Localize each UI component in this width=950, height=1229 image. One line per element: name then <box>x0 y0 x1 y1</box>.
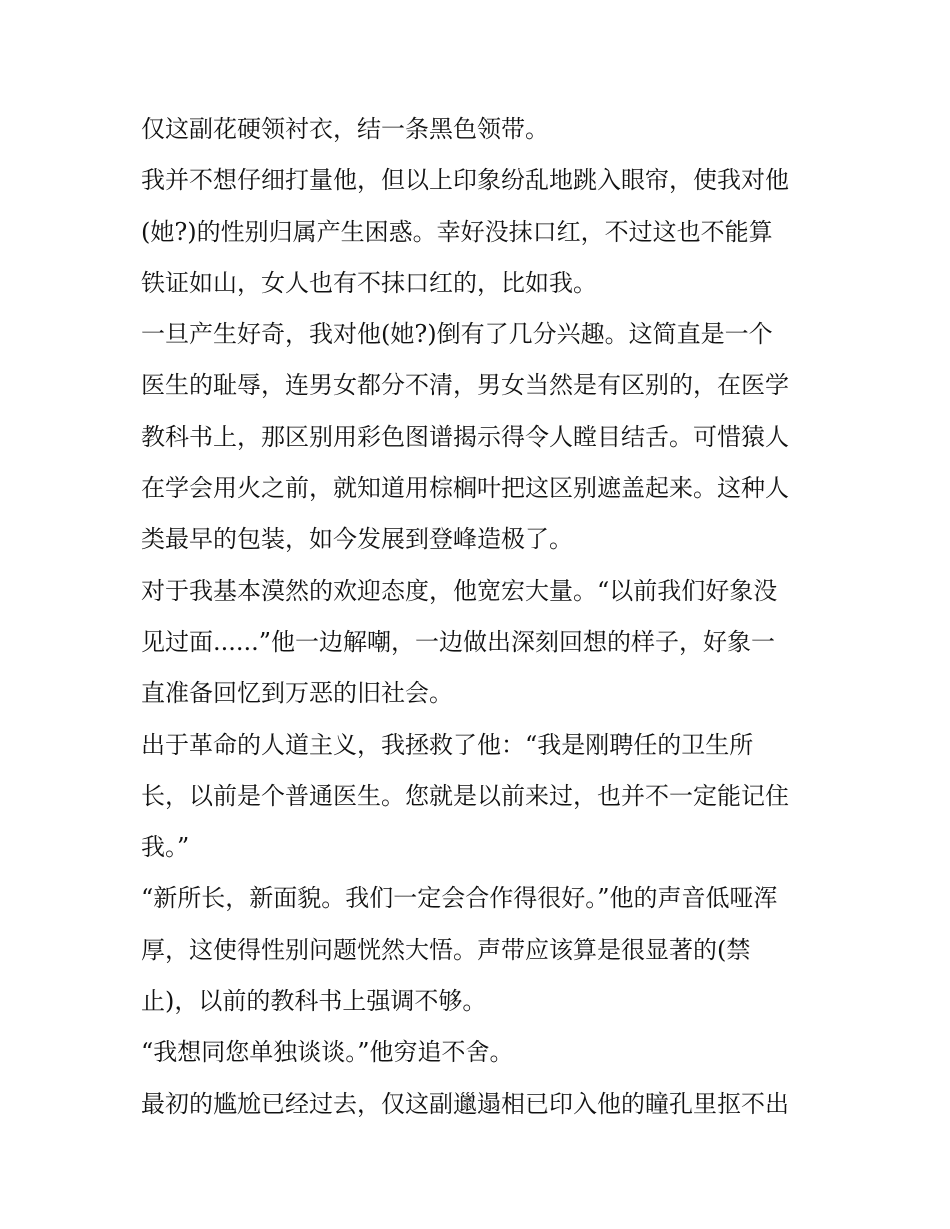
text-line: 长，以前是个普通医生。您就是以前来过，也并不一定能记住 <box>141 781 789 810</box>
text-line: 止)，以前的教科书上强调不够。 <box>141 987 487 1016</box>
text-line: 教科书上，那区别用彩色图谱揭示得令人瞠目结舌。可惜猿人 <box>141 422 789 451</box>
document-body <box>141 109 821 1135</box>
text-line: 我并不想仔细打量他，但以上印象纷乱地跳入眼帘，使我对他 <box>141 166 789 195</box>
text-line: 铁证如山，女人也有不抹口红的，比如我。 <box>141 268 597 297</box>
text-line: 类最早的包装，如今发展到登峰造极了。 <box>141 525 573 554</box>
text-line: 仅这副花硬领衬衣，结一条黑色领带。 <box>141 115 549 143</box>
text-line: 我。” <box>141 833 190 862</box>
text-line: 直准备回忆到万恶的旧社会。 <box>141 679 453 708</box>
text-line: “我想同您单独谈谈。”他穷追不舍。 <box>141 1038 514 1067</box>
text-line: 一旦产生好奇，我对他(她?)倒有了几分兴趣。这简直是一个 <box>141 320 773 349</box>
text-line: “新所长，新面貌。我们一定会合作得很好。”他的声音低哑浑 <box>141 884 778 913</box>
text-line: 厚，这使得性别问题恍然大悟。声带应该算是很显著的(禁 <box>141 935 751 964</box>
text-line: (她?)的性别归属产生困惑。幸好没抹口红，不过这也不能算 <box>141 217 773 246</box>
text-line: 对于我基本漠然的欢迎态度，他宽宏大量。“以前我们好象没 <box>141 576 778 605</box>
text-line: 出于革命的人道主义，我拯救了他：“我是刚聘任的卫生所 <box>141 730 754 759</box>
text-line: 在学会用火之前，就知道用棕榈叶把这区别遮盖起来。这种人 <box>141 474 789 503</box>
text-line: 医生的耻辱，连男女都分不清，男女当然是有区别的，在医学 <box>141 371 789 400</box>
text-line: 见过面......”他一边解嘲，一边做出深刻回想的样子，好象一 <box>141 627 776 656</box>
text-line: 最初的尴尬已经过去，仅这副邋遢相已印入他的瞳孔里抠不出 <box>141 1089 789 1118</box>
